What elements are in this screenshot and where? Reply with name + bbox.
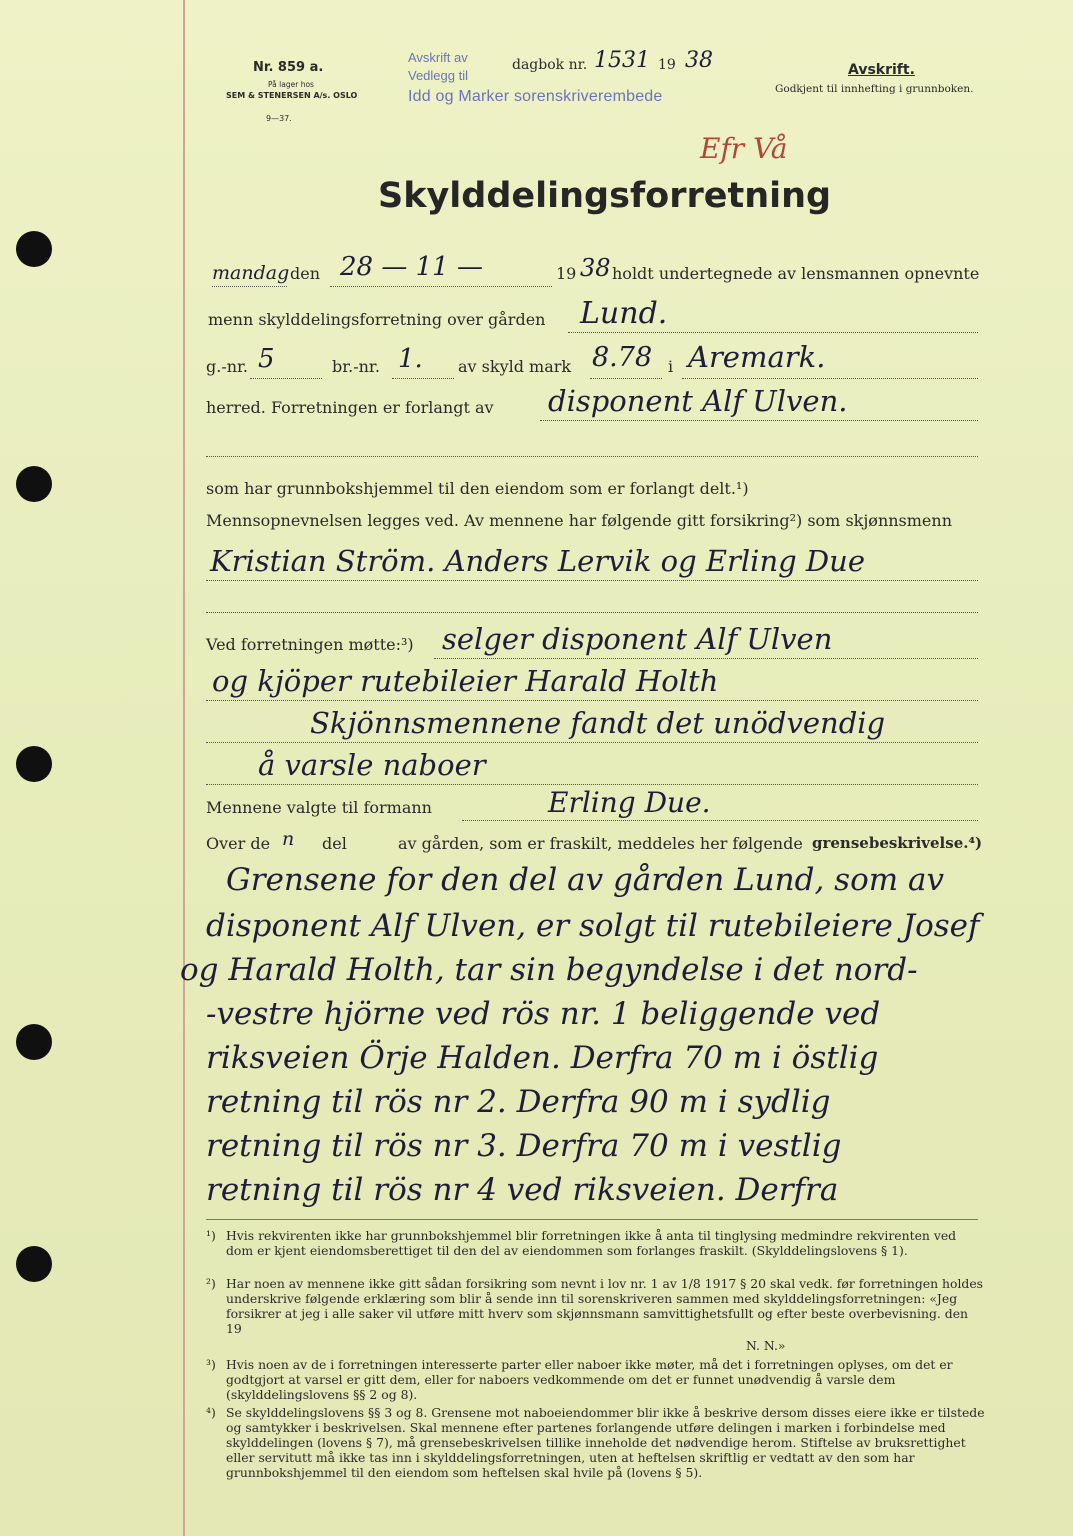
dotted-line xyxy=(540,420,978,421)
over-den-suffix: n xyxy=(282,828,295,850)
description-line: retning til rös nr 2. Derfra 90 m i sydlig xyxy=(206,1084,831,1120)
description-line: retning til rös nr 3. Derfra 70 m i vestlig xyxy=(206,1128,842,1164)
dotted-line xyxy=(590,378,662,379)
i-label: i xyxy=(668,357,674,376)
handwritten-note: Efr Vå xyxy=(700,132,788,165)
year-prefix: 19 xyxy=(658,57,676,73)
gnr-value: 5 xyxy=(258,344,275,374)
footnote-4 xyxy=(206,1405,986,1483)
requested-by: disponent Alf Ulven. xyxy=(548,384,848,418)
punch-hole xyxy=(16,746,52,782)
chairman-label: Mennene valgte til formann xyxy=(206,798,432,817)
footnote-number: ¹) xyxy=(206,1228,216,1243)
del-label: del xyxy=(322,834,347,853)
avskrift-subtitle: Godkjent til innhefting i grunnboken. xyxy=(775,83,974,95)
dagbok-label: dagbok nr. xyxy=(512,57,588,73)
footnote-2 xyxy=(206,1276,986,1336)
description-line: riksveien Örje Halden. Derfra 70 m i östlig xyxy=(206,1040,879,1076)
dotted-line xyxy=(392,378,454,379)
punch-hole xyxy=(16,1024,52,1060)
dotted-line xyxy=(206,700,978,701)
attendees-label: Ved forretningen møtte:³) xyxy=(206,635,414,654)
dotted-line xyxy=(462,820,978,821)
attendees-buyer: og kjöper rutebileier Harald Holth xyxy=(212,664,719,698)
publisher-date: 9—37. xyxy=(266,114,292,123)
footnote-number: ³) xyxy=(206,1357,216,1372)
line2-text: menn skylddelingsforretning over gården xyxy=(208,310,546,329)
footnote-3 xyxy=(206,1357,986,1403)
footnote-text: Se skylddelingslovens §§ 3 og 8. Grensene mot naboeiendommer blir ikke å beskrive dersom disses eiere ikke er tilstede og samtykker i beskrivelsen. Skal mennene efter partenes forlangende utføre delingen i marken i forbindelse med skylddelingen (lovens § 7), må grensebeskrivelsen tillike inneholde det nødvendige herom. Stiftelse av bruksrettighet eller servitutt må ikke tas inn i skylddelingsforretningen, uten at heftelsen skriftlig er vedtatt av den som har grunnbokshjemmel til den eiendom som heftelsen skal hvile på (lovens § 5). xyxy=(226,1405,985,1480)
dotted-line xyxy=(212,286,287,287)
dotted-line xyxy=(330,286,552,287)
footnote-number: ²) xyxy=(206,1276,216,1291)
stamp-vedlegg: Vedlegg til xyxy=(408,68,468,83)
footnote-text: Har noen av mennene ikke gitt sådan forsikring som nevnt i lov nr. 1 av 1/8 1917 § 20 skal vedk. før forretningen holdes underskrive følgende erklæring som blir å sende inn til sorenskriveren sammen med skylddelingsforretningen: «Jeg forsikrer at jeg i alle saker vil utføre mitt hverv som skjønnsmann samvittighetsfullt og efter beste overbevisning. den 19 xyxy=(226,1276,984,1336)
dotted-line xyxy=(206,784,978,785)
stamp-avskrift: Avskrift av xyxy=(408,50,468,65)
year-label: 19 xyxy=(556,264,577,283)
dotted-line xyxy=(206,456,978,457)
description-line: disponent Alf Ulven, er solgt til rutebileiere Josef xyxy=(206,908,980,944)
gnr-label: g.-nr. xyxy=(206,357,249,376)
dagbok-number: 1531 xyxy=(594,48,650,73)
punch-hole xyxy=(16,466,52,502)
line6-text: Mennsopnevnelsen legges ved. Av mennene har følgende gitt forsikring²) som skjønnsmenn xyxy=(206,511,953,530)
brnr-value: 1. xyxy=(398,344,423,374)
den-label: den xyxy=(290,264,321,283)
publisher-name: SEM & STENERSEN A/s. OSLO xyxy=(226,91,358,100)
footnote-text: Hvis rekvirenten ikke har grunnbokshjemmel blir forretningen ikke å anta til tinglysing medmindre rekvirenten ved dom er kjent eiendomsberettiget til den del av eiendommen som forlanges fraskilt. (Skylddelingslovens § 1). xyxy=(226,1228,957,1258)
over-den-label: Over de xyxy=(206,834,271,853)
dotted-line xyxy=(682,378,978,379)
skyld-label: av skyld mark xyxy=(458,357,572,376)
description-line: og Harald Holth, tar sin begyndelse i det nord- xyxy=(180,952,918,988)
document-title: Skylddelingsforretning xyxy=(378,176,832,216)
footnote-signature-text: N. N.» xyxy=(746,1338,786,1353)
dotted-line xyxy=(250,378,322,379)
year-value: 38 xyxy=(580,254,611,282)
punch-hole xyxy=(16,1246,52,1282)
publisher-line: På lager hos xyxy=(268,80,314,89)
brnr-label: br.-nr. xyxy=(332,357,380,376)
margin-rule xyxy=(183,0,185,1536)
footnote-number: ⁴) xyxy=(206,1405,216,1420)
farm-name: Lund. xyxy=(580,296,668,331)
stamp-court-name: Idd og Marker sorenskriverembede xyxy=(408,88,663,105)
appraisers-note: Skjönnsmennene fandt det unödvendig xyxy=(310,706,886,740)
appraisers: Kristian Ström. Anders Lervik og Erling Due xyxy=(210,544,865,578)
skyld-value: 8.78 xyxy=(592,342,653,373)
dotted-line xyxy=(206,580,978,581)
footnote-text: Hvis noen av de i forretningen interesserte parter eller naboer ikke møter, må det i forretningen oplyses, om det er godtgjort at varsel er gitt dem, eller for naboers vedkommende om det er funnet unødvendig å varsle dem (skylddelingslovens §§ 2 og 8). xyxy=(226,1357,953,1402)
punch-hole xyxy=(16,231,52,267)
year-suffix: 38 xyxy=(685,48,713,73)
dotted-line xyxy=(434,658,978,659)
description-line: -vestre hjörne ved rös nr. 1 beliggende ved xyxy=(206,996,881,1032)
chairman: Erling Due. xyxy=(548,786,711,819)
line1-text: holdt undertegnede av lensmannen opnevnte xyxy=(612,264,980,283)
description-line: retning til rös nr 4 ved riksveien. Derfra xyxy=(206,1172,839,1208)
dotted-line xyxy=(206,742,978,743)
line13-text: av gården, som er fraskilt, meddeles her følgende xyxy=(398,834,803,853)
requested-by-label: herred. Forretningen er forlangt av xyxy=(206,398,494,417)
dotted-line xyxy=(568,332,978,333)
avskrift-title: Avskrift. xyxy=(848,62,915,78)
grensebeskrivelse-label: grensebeskrivelse.⁴) xyxy=(812,834,983,852)
attendees-seller: selger disponent Alf Ulven xyxy=(442,622,833,656)
footnote-separator xyxy=(206,1219,978,1220)
dotted-line xyxy=(206,612,978,613)
weekday: mandag xyxy=(212,262,290,284)
appraisers-note-cont: å varsle naboer xyxy=(258,748,486,782)
date-value: 28 — 11 — xyxy=(340,252,483,282)
footnote-1 xyxy=(206,1228,986,1274)
description-line: Grensene for den del av gården Lund, som av xyxy=(226,862,944,898)
line5-text: som har grunnbokshjemmel til den eiendom som er forlangt delt.¹) xyxy=(206,479,749,498)
footnote-signature xyxy=(746,1338,846,1353)
form-number: Nr. 859 a. xyxy=(253,60,324,75)
municipality: Aremark. xyxy=(688,340,826,374)
